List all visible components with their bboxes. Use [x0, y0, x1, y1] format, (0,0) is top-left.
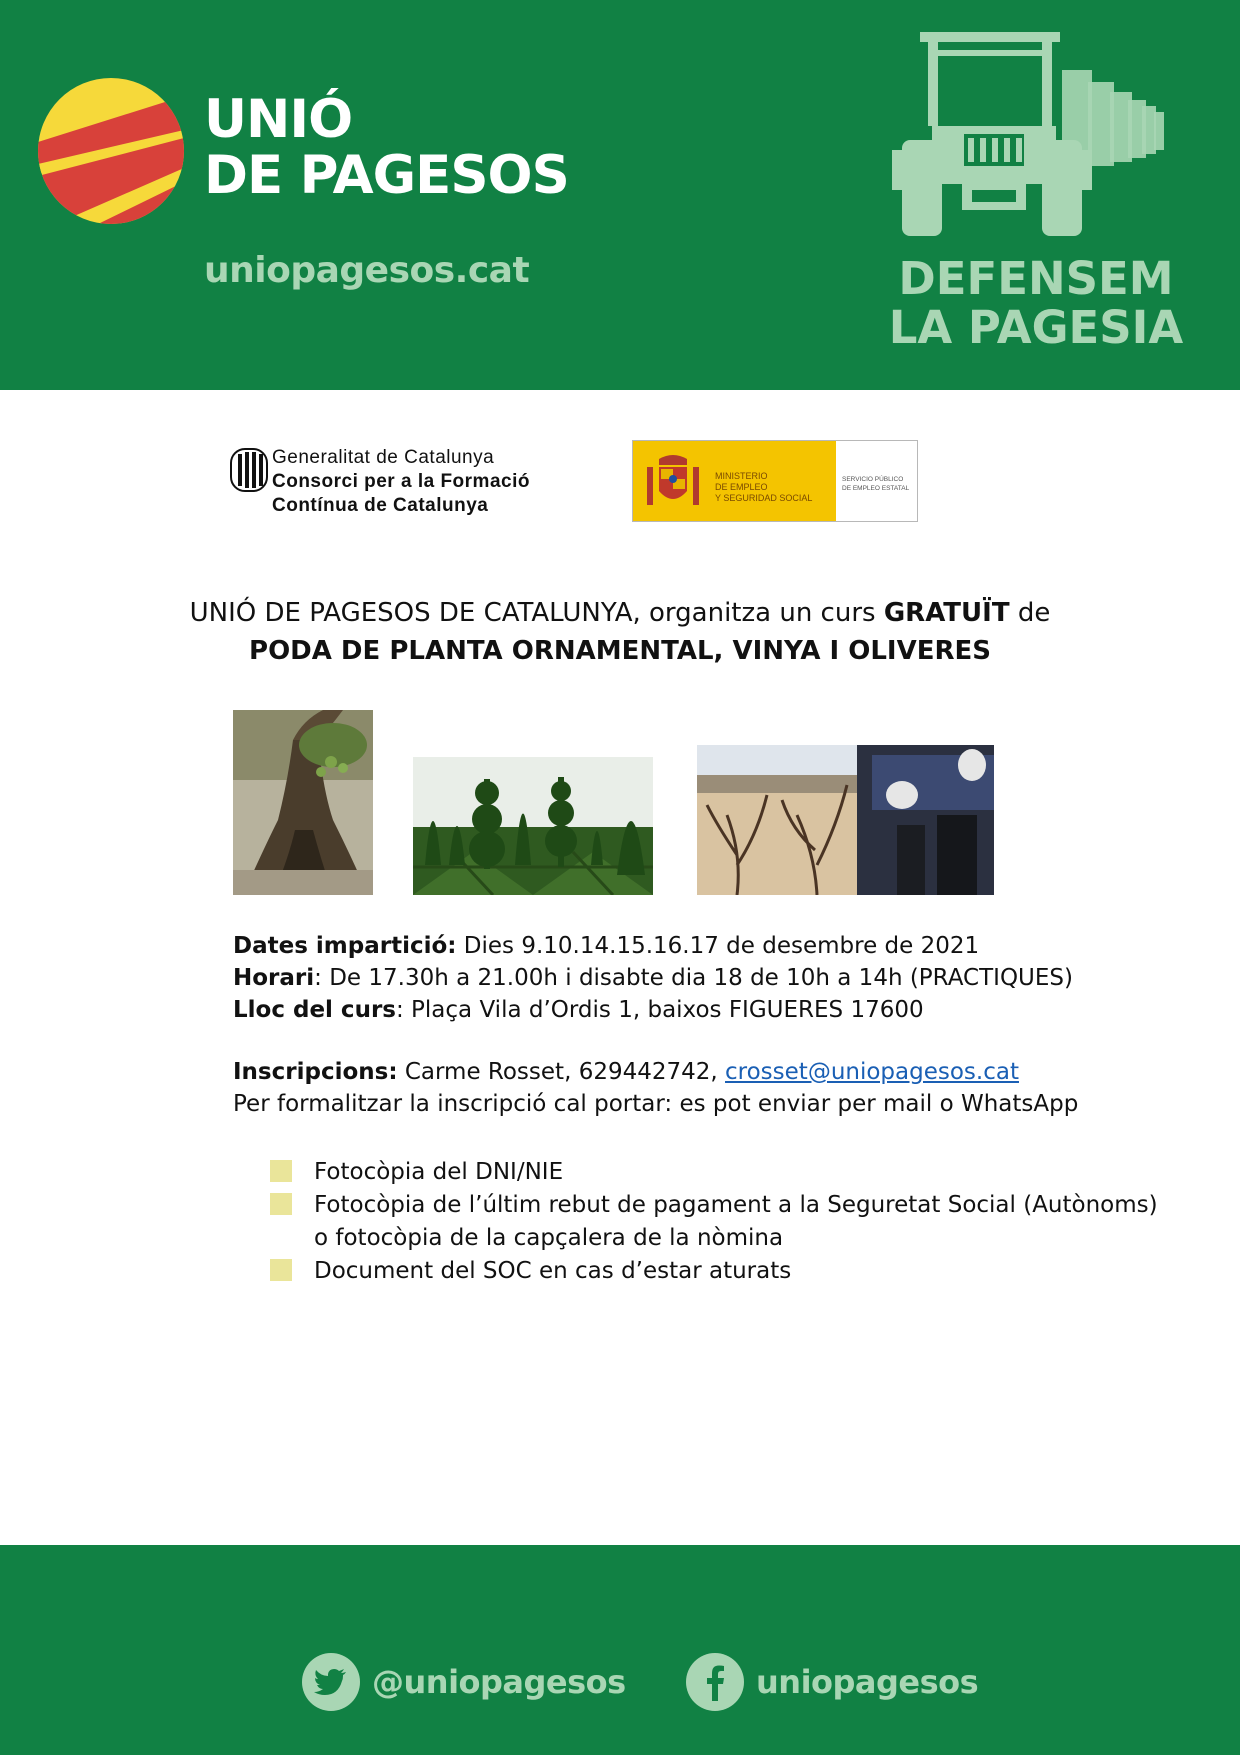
generalitat-line1: Generalitat de Catalunya [272, 447, 495, 468]
slogan [866, 254, 1206, 352]
schedule-label: Horari [233, 965, 315, 991]
topiary-garden-photo [413, 757, 653, 895]
schedule-row [233, 962, 1153, 994]
intro-highlight: GRATUÏT [883, 598, 1010, 628]
place-label: Lloc del curs [233, 997, 396, 1023]
twitter-link[interactable] [302, 1653, 626, 1711]
generalitat-text [272, 446, 530, 518]
intro-suffix: de [1009, 598, 1051, 628]
ministerio-line2: DE EMPLEO [715, 482, 768, 492]
vineyard-pruning-photo [697, 745, 994, 895]
bullet-square-icon [270, 1193, 292, 1215]
facebook-icon [686, 1653, 744, 1711]
list-item-text: Document del SOC en cas d’estar aturats [314, 1258, 792, 1284]
footer-banner [0, 1545, 1240, 1755]
sepe-panel [836, 441, 917, 521]
facebook-handle: uniopagesos [756, 1663, 979, 1701]
unio-pagesos-logo-icon [38, 78, 184, 224]
list-item-text: Fotocòpia del DNI/NIE [314, 1159, 564, 1185]
brand-name [204, 89, 569, 206]
place-value: : Plaça Vila d’Ordis 1, baixos FIGUERES 17600 [395, 997, 924, 1023]
registration-value: Carme Rosset, 629442742, [397, 1059, 726, 1085]
spain-coat-of-arms-icon [643, 451, 703, 511]
course-details [233, 930, 1153, 1120]
facebook-link[interactable] [686, 1653, 978, 1711]
dates-label: Dates impartició: [233, 933, 457, 959]
formalize-row: Per formalitzar la inscripció cal portar: es pot enviar per mail o WhatsApp [233, 1091, 1079, 1117]
course-title: PODA DE PLANTA ORNAMENTAL, VINYA I OLIVERES [249, 636, 991, 666]
registration-email-link[interactable]: crosset@uniopagesos.cat [725, 1059, 1019, 1085]
ministerio-panel [633, 441, 836, 521]
ministerio-text [715, 471, 812, 504]
list-item [270, 1189, 1170, 1255]
list-item-text: Fotocòpia de l’últim rebut de pagament a la Seguretat Social (Autònoms) o fotocòpia de la capçalera de la nòmina [314, 1192, 1158, 1251]
generalitat-line2: Consorci per a la Formació [272, 471, 530, 492]
list-item [270, 1156, 1170, 1189]
bullet-square-icon [270, 1259, 292, 1281]
olive-tree-photo [233, 710, 373, 895]
dates-row [233, 930, 1153, 962]
registration-label: Inscripcions: [233, 1059, 398, 1085]
header-banner [0, 0, 1240, 390]
brand-name-line2: DE PAGESOS [204, 145, 569, 206]
generalitat-emblem-icon [230, 448, 268, 492]
slogan-line2: LA PAGESIA [888, 301, 1184, 354]
requirements-list [270, 1156, 1170, 1288]
twitter-icon [302, 1653, 360, 1711]
twitter-handle: @uniopagesos [372, 1663, 626, 1701]
ministerio-line1: MINISTERIO [715, 471, 768, 481]
website-url: uniopagesos.cat [204, 250, 530, 291]
registration-row [233, 1056, 1153, 1088]
list-item [270, 1255, 1170, 1288]
bullet-square-icon [270, 1160, 292, 1182]
ministerio-logo [632, 440, 918, 522]
dates-value: Dies 9.10.14.15.16.17 de desembre de 2021 [456, 933, 980, 959]
intro-line [0, 598, 1240, 628]
sepe-line1: SERVICIO PÚBLICO [842, 476, 904, 483]
ministerio-line3: Y SEGURIDAD SOCIAL [715, 493, 813, 503]
tractor-icon [892, 30, 1192, 240]
brand-name-line1: UNIÓ [204, 89, 353, 150]
place-row [233, 994, 1153, 1026]
intro-prefix: UNIÓ DE PAGESOS DE CATALUNYA, organitza un curs [189, 598, 884, 628]
generalitat-line3: Contínua de Catalunya [272, 495, 489, 516]
schedule-value: : De 17.30h a 21.00h i disabte dia 18 de 10h a 14h (PRACTIQUES) [314, 965, 1073, 991]
slogan-line1: DEFENSEM [898, 252, 1174, 305]
sepe-line2: DE EMPLEO ESTATAL [842, 485, 910, 492]
sepe-text [842, 475, 909, 493]
